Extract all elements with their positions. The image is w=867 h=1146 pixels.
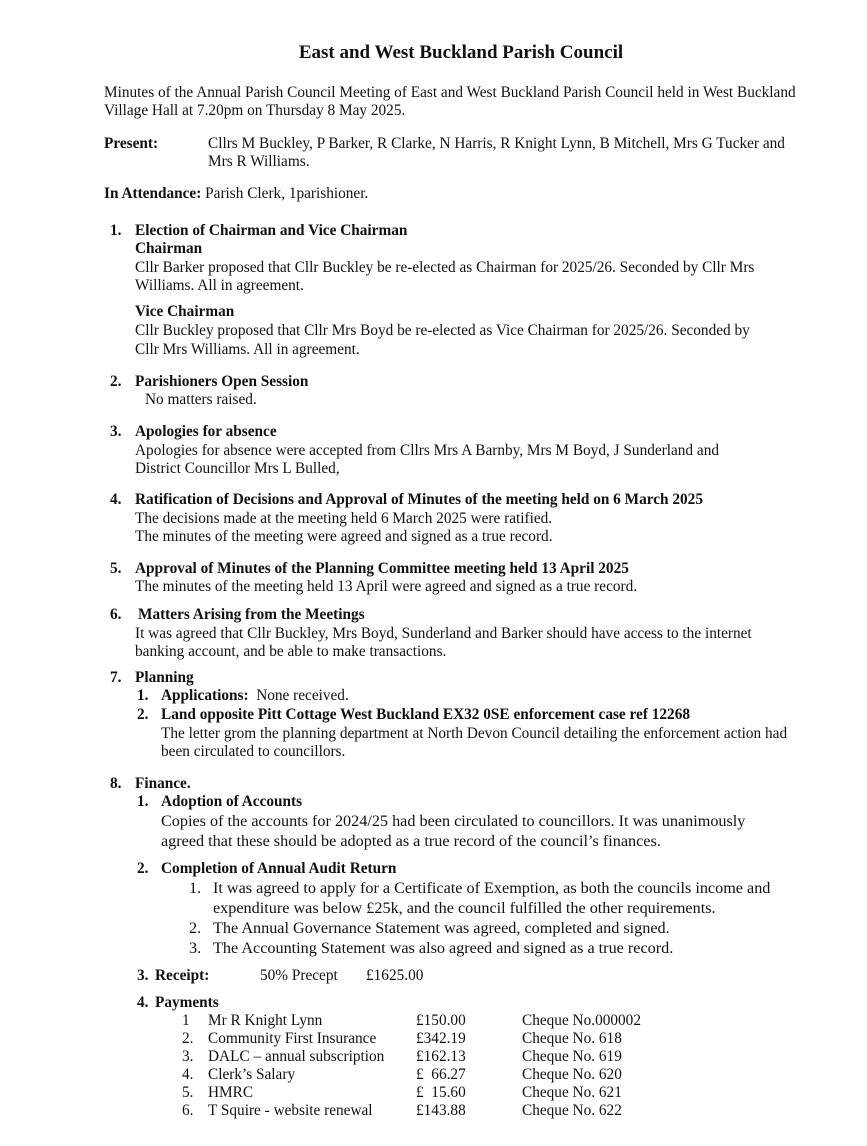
payment-cheque: Cheque No. 619: [522, 1048, 622, 1065]
payment-number: 5.: [182, 1084, 194, 1101]
item-6-heading: Matters Arising from the Meetings: [138, 606, 365, 623]
item-8-sub-2-number: 2.: [137, 860, 149, 877]
item-7-sub-1: [161, 687, 349, 705]
item-7-sub-2-line-2: been circulated to councillors.: [161, 743, 346, 760]
receipt-label: Receipt:: [155, 967, 210, 984]
payment-number: 1: [182, 1012, 190, 1029]
payment-number: 6.: [182, 1102, 194, 1119]
payment-cheque: Cheque No. 618: [522, 1030, 622, 1047]
item-5-heading: Approval of Minutes of the Planning Committee meeting held 13 April 2025: [135, 560, 629, 577]
attendance-line: [104, 185, 368, 203]
audit-point-1-number: 1.: [189, 879, 202, 897]
payment-cheque: Cheque No. 621: [522, 1084, 622, 1101]
audit-point-1-line-1: It was agreed to apply for a Certificate of Exemption, as both the councils income and: [213, 879, 771, 897]
audit-point-3: The Accounting Statement was also agreed and signed as a true record.: [213, 939, 674, 957]
payment-payee: Community First Insurance: [208, 1030, 377, 1047]
item-8-sub-1-heading: Adoption of Accounts: [161, 793, 303, 810]
payment-payee: Mr R Knight Lynn: [208, 1012, 323, 1029]
document-title: East and West Buckland Parish Council: [298, 42, 624, 63]
item-7-sub-1-number: 1.: [137, 687, 149, 704]
payment-amount: £150.00: [416, 1012, 466, 1029]
item-2-number: 2.: [110, 373, 122, 390]
item-7-applications-label: Applications:: [161, 687, 249, 704]
item-7-heading: Planning: [135, 669, 194, 686]
payment-cheque: Cheque No. 620: [522, 1066, 622, 1083]
present-line-2: Mrs R Williams.: [208, 153, 310, 170]
intro-paragraph: Minutes of the Annual Parish Council Meeting of East and West Buckland Parish Council held in West Buckland Village Hall at 7.20pm on Thursday 8 May 2025.: [104, 84, 796, 120]
item-4-line-2: The minutes of the meeting were agreed and signed as a true record.: [135, 528, 553, 545]
item-5-number: 5.: [110, 560, 122, 577]
audit-point-1-line-2: expenditure was below £25k, and the council fulfilled the other requirements.: [213, 899, 716, 917]
payment-number: 4.: [182, 1066, 194, 1083]
item-8-sub-3-number: 3.: [137, 967, 149, 984]
payment-payee: T Squire - website renewal: [208, 1102, 373, 1119]
payment-number: 2.: [182, 1030, 194, 1047]
audit-point-3-number: 3.: [189, 939, 202, 957]
item-8-number: 8.: [110, 775, 122, 792]
payment-amount: £162.13: [416, 1048, 466, 1065]
item-4-line-1: The decisions made at the meeting held 6 March 2025 were ratified.: [135, 510, 553, 527]
item-2-line-1: No matters raised.: [145, 391, 257, 408]
item-8-sub-1-number: 1.: [137, 793, 149, 810]
item-1-sub-chairman: Chairman: [135, 240, 203, 257]
receipt-amount: £1625.00: [366, 967, 424, 984]
item-7-sub-2-heading: Land opposite Pitt Cottage West Buckland EX32 0SE enforcement case ref 12268: [161, 706, 691, 723]
item-3-line-1: Apologies for absence were accepted from Cllrs Mrs A Barnby, Mrs M Boyd, J Sunderland and: [135, 442, 719, 459]
item-2-heading: Parishioners Open Session: [135, 373, 309, 390]
item-4-heading: Ratification of Decisions and Approval of Minutes of the meeting held on 6 March 2025: [135, 491, 703, 508]
item-7-sub-2-line-1: The letter grom the planning department at North Devon Council detailing the enforcement action had: [161, 725, 788, 742]
attendance-label: In Attendance:: [104, 185, 202, 202]
audit-point-2: The Annual Governance Statement was agreed, completed and signed.: [213, 919, 670, 937]
item-6-number: 6.: [110, 606, 122, 623]
audit-point-2-number: 2.: [189, 919, 202, 937]
payment-amount: £ 66.27: [416, 1066, 466, 1083]
item-5-line-1: The minutes of the meeting held 13 April were agreed and signed as a true record.: [135, 578, 638, 595]
payment-payee: DALC – annual subscription: [208, 1048, 385, 1065]
item-8-sub-1-line-2: agreed that these should be adopted as a true record of the council’s finances.: [161, 832, 661, 850]
item-8-sub-2-heading: Completion of Annual Audit Return: [161, 860, 397, 877]
present-label: Present:: [104, 135, 159, 152]
item-1-heading: Election of Chairman and Vice Chairman: [135, 222, 408, 239]
item-6-line-2: banking account, and be able to make transactions.: [135, 643, 447, 660]
attendance-text: Parish Clerk, 1parishioner.: [205, 185, 369, 202]
item-8-sub-4-number: 4.: [137, 994, 149, 1011]
item-8-sub-1-line-1: Copies of the accounts for 2024/25 had been circulated to councillors. It was unanimously: [161, 812, 746, 830]
item-3-line-2: District Councillor Mrs L Bulled,: [135, 460, 340, 477]
payment-payee: HMRC: [208, 1084, 254, 1101]
item-1-vice-line-1: Cllr Buckley proposed that Cllr Mrs Boyd be re-elected as Vice Chairman for 2025/26. Seconded by: [135, 322, 750, 339]
payment-amount: £ 15.60: [416, 1084, 466, 1101]
item-1-chairman-line-2: Williams. All in agreement.: [135, 277, 304, 294]
item-3-heading: Apologies for absence: [135, 423, 277, 440]
present-line-1: Cllrs M Buckley, P Barker, R Clarke, N Harris, R Knight Lynn, B Mitchell, Mrs G Tucker and: [208, 135, 785, 152]
item-1-sub-vice-chairman: Vice Chairman: [135, 303, 235, 320]
item-3-number: 3.: [110, 423, 122, 440]
item-1-chairman-line-1: Cllr Barker proposed that Cllr Buckley be re-elected as Chairman for 2025/26. Seconded by Cllr Mrs: [135, 259, 755, 276]
payment-payee: Clerk’s Salary: [208, 1066, 296, 1083]
payment-cheque: Cheque No. 622: [522, 1102, 622, 1119]
item-1-number: 1.: [110, 222, 122, 239]
item-1-vice-line-2: Cllr Mrs Williams. All in agreement.: [135, 341, 360, 358]
payment-amount: £143.88: [416, 1102, 466, 1119]
payments-heading: Payments: [155, 994, 219, 1011]
item-8-heading: Finance.: [135, 775, 191, 792]
item-6-line-1: It was agreed that Cllr Buckley, Mrs Boyd, Sunderland and Barker should have access to the internet: [135, 625, 752, 642]
item-7-applications-text: None received.: [256, 687, 349, 704]
item-7-number: 7.: [110, 669, 122, 686]
payment-number: 3.: [182, 1048, 194, 1065]
item-4-number: 4.: [110, 491, 122, 508]
payment-cheque: Cheque No.000002: [522, 1012, 641, 1029]
receipt-description: 50% Precept: [260, 967, 338, 984]
payment-amount: £342.19: [416, 1030, 466, 1047]
item-7-sub-2-number: 2.: [137, 706, 149, 723]
